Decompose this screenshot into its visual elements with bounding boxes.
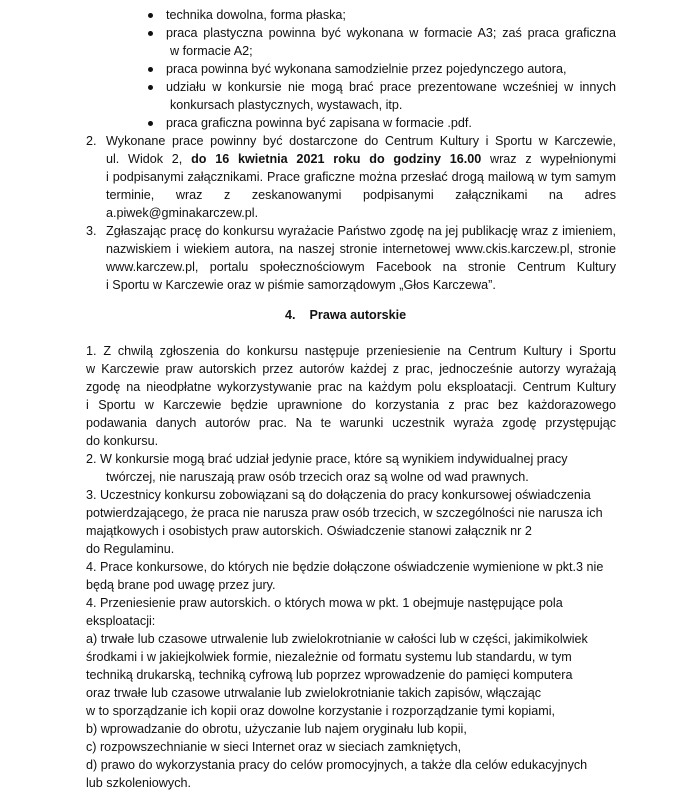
bullet-item: udziału w konkursie nie mogą brać prace prezentowane wcześniej w innych	[166, 80, 616, 94]
body-line: do Regulaminu.	[86, 542, 175, 556]
bullet-icon	[148, 67, 153, 72]
body-line: zgodę na nieodpłatne wykorzystywanie prac na każdym polu eksploatacji. Centrum Kultury	[86, 380, 616, 394]
bullet-icon	[148, 121, 153, 126]
body-line: c) rozpowszechnianie w sieci Internet oraz w sieciach zamkniętych,	[86, 740, 462, 754]
list-number: 3.	[86, 224, 97, 238]
bullet-item: praca graficzna powinna być zapisana w formacie .pdf.	[166, 116, 472, 130]
list-number: 2.	[86, 134, 97, 148]
body-line: b) wprowadzanie do obrotu, użyczanie lub najem oryginału lub kopii,	[86, 722, 467, 736]
body-line: i Sportu w Karczewie będzie uprawnione do korzystania z prac bez każdorazowego	[86, 398, 616, 412]
paragraph-line: nazwiskiem i wiekiem autora, na naszej stronie internetowej www.ckis.karczew.pl, stronie	[106, 242, 616, 256]
body-line: twórczej, nie naruszają praw osób trzecich oraz są wolne od wad prawnych.	[106, 470, 529, 484]
section-number: 4.	[285, 308, 296, 322]
email-link[interactable]: a.piwek@gminakarczew.pl.	[106, 206, 259, 220]
body-line: 1. Z chwilą zgłoszenia do konkursu następuje przeniesienie na Centrum Kultury i Sportu	[86, 344, 616, 358]
paragraph-line: i podpisanymi załącznikami. Prace graficzne można przesłać drogą mailową w tym samym	[106, 170, 616, 184]
body-line: będą brane pod uwagę przez jury.	[86, 578, 276, 592]
body-line: d) prawo do wykorzystania pracy do celów promocyjnych, a także dla celów edukacyjnych	[86, 758, 588, 772]
body-line: 2. W konkursie mogą brać udział jedynie prace, które są wynikiem indywidualnej pracy	[86, 452, 568, 466]
paragraph-line: i Sportu w Karczewie oraz w piśmie samorządowym „Głos Karczewa”.	[106, 278, 496, 292]
body-line: środkami i w jakiejkolwiek formie, niezależnie od formatu systemu lub standardu, w tym	[86, 650, 572, 664]
bullet-icon	[148, 31, 153, 36]
bullet-item: praca plastyczna powinna być wykonana w formacie A3; zaś praca graficzna	[166, 26, 616, 40]
body-line: a) trwałe lub czasowe utrwalenie lub zwielokrotnianie w całości lub w części, jakimikolwiek	[86, 632, 588, 646]
body-line: w to sporządzanie ich kopii oraz dowolne korzystanie i rozporządzanie tymi kopiami,	[86, 704, 555, 718]
section-title: Prawa autorskie	[309, 308, 407, 322]
body-line: eksploatacji:	[86, 614, 156, 628]
paragraph-line: Zgłaszając pracę do konkursu wyrażacie Państwo zgodę na jej publikację wraz z imieniem,	[106, 224, 616, 238]
body-line: do konkursu.	[86, 434, 159, 448]
body-line: w Karczewie praw autorskich przez autorów każdej z prac, jednocześnie autorzy wyrażają	[86, 362, 616, 376]
body-line: lub szkoleniowych.	[86, 776, 191, 790]
body-line: podawania danych autorów prac. Na te warunki uczestnik wyraża zgodę przystępując	[86, 416, 616, 430]
body-line: techniką drukarską, techniką cyfrową lub poprzez wprowadzenie do pamięci komputera	[86, 668, 573, 682]
bullet-item-continuation: konkursach plastycznych, wystawach, itp.	[170, 98, 403, 112]
paragraph-line: Wykonane prace powinny być dostarczone do Centrum Kultury i Sportu w Karczewie,	[106, 134, 616, 148]
body-line: 4. Prace konkursowe, do których nie będzie dołączone oświadczenie wymienione w pkt.3 nie	[86, 560, 604, 574]
paragraph-line: www.karczew.pl, portalu społecznościowym Facebook na stronie Centrum Kultury	[106, 260, 616, 274]
bullet-item: technika dowolna, forma płaska;	[166, 8, 346, 22]
bullet-icon	[148, 85, 153, 90]
paragraph-line: terminie, wraz z zeskanowanymi podpisanymi załącznikami na adres	[106, 188, 616, 202]
bullet-item-continuation: w formacie A2;	[170, 44, 253, 58]
section-heading	[285, 306, 406, 324]
deadline-text: do 16 kwietnia 2021 roku do godziny 16.00	[191, 152, 482, 166]
bullet-icon	[148, 13, 153, 18]
body-line: 3. Uczestnicy konkursu zobowiązani są do dołączenia do pracy konkursowej oświadczenia	[86, 488, 591, 502]
body-line: majątkowych i osobistych praw autorskich. Oświadczenie stanowi załącznik nr 2	[86, 524, 532, 538]
body-line: oraz trwałe lub czasowe utrwalanie lub zwielokrotnianie takich zapisów, włączając	[86, 686, 541, 700]
bullet-item: praca powinna być wykonana samodzielnie przez pojedynczego autora,	[166, 62, 567, 76]
body-line: 4. Przeniesienie praw autorskich. o których mowa w pkt. 1 obejmuje następujące pola	[86, 596, 563, 610]
body-line: potwierdzającego, że praca nie narusza praw osób trzecich, w szczególności nie narusza ich	[86, 506, 603, 520]
paragraph-line: ul. Widok 2, do 16 kwietnia 2021 roku do godziny 16.00 wraz z wypełnionymi	[106, 152, 617, 166]
